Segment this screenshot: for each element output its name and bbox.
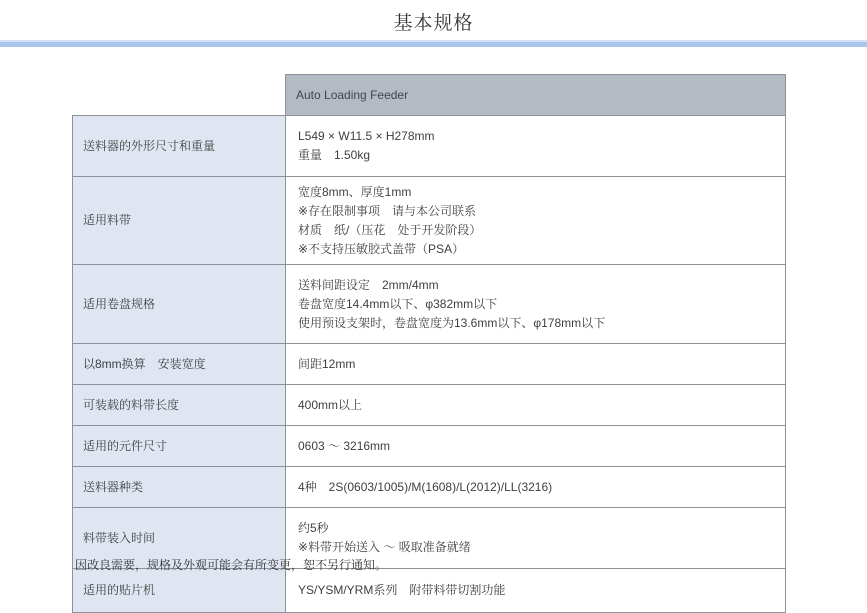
- value-line: 约5秒: [298, 521, 329, 535]
- value-line: 使用预设支架时，卷盘宽度为13.6mm以下、φ178mm以下: [298, 315, 606, 330]
- row-value: [286, 569, 786, 613]
- row-label: 适用的贴片机: [73, 569, 286, 613]
- value-line: 间距12mm: [298, 356, 356, 371]
- value-line: 重量 1.50kg: [298, 148, 371, 162]
- value-line: YS/YSM/YRM系列 附带料带切割功能: [298, 583, 506, 597]
- value-line: ※料带开始送入 ～ 吸取准备就绪: [298, 540, 471, 554]
- row-label: 以8mm换算 安装宽度: [73, 344, 286, 385]
- row-value: [286, 385, 786, 426]
- footer-note: 因改良需要，规格及外观可能会有所变更，恕不另行通知。: [75, 558, 388, 572]
- value-line: 卷盘宽度14.4mm以下、φ382mm以下: [298, 296, 498, 311]
- row-value: [286, 344, 786, 385]
- row-value: [286, 467, 786, 508]
- value-line: 4种 2S(0603/1005)/M(1608)/L(2012)/LL(3216): [298, 479, 553, 494]
- value-line: 400mm以上: [298, 397, 363, 412]
- table-row: [73, 265, 786, 344]
- empty-corner-cell: [73, 75, 286, 116]
- table-row: [73, 344, 786, 385]
- row-label: 可装载的料带长度: [73, 385, 286, 426]
- row-label: 送料器的外形尺寸和重量: [73, 116, 286, 177]
- row-value: [286, 177, 786, 265]
- row-label: 料带装入时间: [73, 508, 286, 569]
- row-label: 适用料带: [73, 177, 286, 265]
- value-line: L549 × W11.5 × H278mm: [298, 129, 435, 143]
- row-value: [286, 116, 786, 177]
- table-row: [73, 177, 786, 265]
- column-header-cell: Auto Loading Feeder: [286, 75, 786, 116]
- row-label: 适用的元件尺寸: [73, 426, 286, 467]
- row-label: 适用卷盘规格: [73, 265, 286, 344]
- row-value: [286, 265, 786, 344]
- table-row: [73, 467, 786, 508]
- row-value: [286, 426, 786, 467]
- table-row: [73, 385, 786, 426]
- spec-table: [72, 74, 786, 613]
- value-line: 材质 纸/（压花 处于开发阶段）: [298, 222, 482, 237]
- table-row: [73, 426, 786, 467]
- table-row: [73, 116, 786, 177]
- value-line: 宽度8mm、厚度1mm: [298, 184, 412, 199]
- table-header-row: [73, 75, 786, 116]
- row-label: 送料器种类: [73, 467, 286, 508]
- blue-divider-rule: [0, 40, 867, 47]
- page-title: 基本规格: [393, 13, 474, 34]
- value-line: ※不支持压敏胶式盖带（PSA）: [298, 241, 465, 256]
- value-line: 0603 ～ 3216mm: [298, 438, 391, 453]
- value-line: ※存在限制事项 请与本公司联系: [298, 203, 477, 218]
- table-row: [73, 569, 786, 613]
- value-line: 送料间距设定 2mm/4mm: [298, 277, 439, 292]
